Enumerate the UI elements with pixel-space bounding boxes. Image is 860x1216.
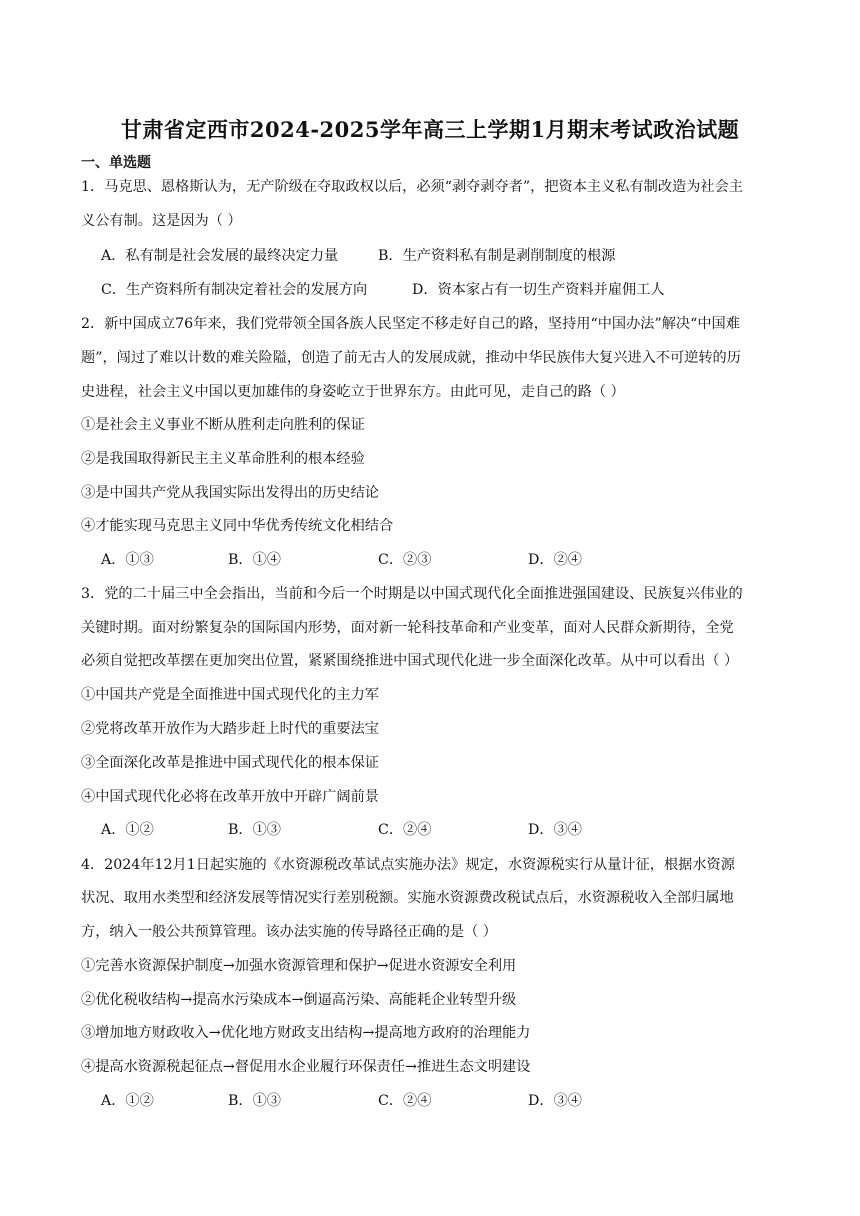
q2-statement-2: ②是我国取得新民主主义革命胜利的根本经验 (81, 451, 365, 467)
q4-statement-3: ③增加地方财政收入→优化地方财政支出结构→提高地方政府的治理能力 (81, 1025, 531, 1041)
q4-stem-line-3: 方，纳入一般公共预算管理。该办法实施的传导路径正确的是（ ） (81, 924, 497, 940)
q2-statement-3: ③是中国共产党从我国实际出发得出的历史结论 (81, 485, 379, 501)
q3-statement-4: ④中国式现代化必将在改革开放中开辟广阔前景 (81, 789, 379, 805)
q2-stem-line-3: 史进程，社会主义中国以更加雄伟的身姿屹立于世界东方。由此可见，走自己的路（ ） (81, 384, 625, 400)
q3-statement-1: ①中国共产党是全面推进中国式现代化的主力军 (81, 687, 379, 703)
q2-option-d: D．②④ (528, 552, 582, 568)
q4-stem-line-2: 状况、取用水类型和经济发展等情况实行差别税额。实施水资源费改税试点后，水资源税收入全部归属地 (81, 890, 734, 906)
q1-stem-line-2: 义公有制。这是因为（ ） (81, 213, 242, 229)
q4-statement-2: ②优化税收结构→提高水污染成本→倒逼高污染、高能耗企业转型升级 (81, 992, 517, 1008)
q2-option-a: A．①③ (101, 552, 154, 568)
q3-option-b: B．①③ (228, 822, 281, 838)
q3-option-c: C．②④ (378, 822, 432, 838)
q2-stem-line-1: 2．新中国成立76年来，我们党带领全国各族人民坚定不移走好自己的路，坚持用“中国办法”解决“中国难 (81, 316, 740, 332)
q1-option-d: D．资本家占有一切生产资料并雇佣工人 (412, 282, 665, 298)
q4-option-b: B．①③ (228, 1093, 281, 1109)
q4-statement-1: ①完善水资源保护制度→加强水资源管理和保护→促进水资源安全利用 (81, 958, 517, 974)
q1-option-a: A．私有制是社会发展的最终决定力量 (101, 248, 339, 264)
q3-option-d: D．③④ (528, 822, 582, 838)
q4-statement-4: ④提高水资源税起征点→督促用水企业履行环保责任→推进生态文明建设 (81, 1059, 531, 1075)
q2-option-c: C．②③ (378, 552, 432, 568)
q4-stem-line-1: 4．2024年12月1日起实施的《水资源税改革试点实施办法》规定，水资源税实行从量计征，根据水资源 (81, 857, 735, 873)
q3-stem-line-1: 3．党的二十届三中全会指出，当前和今后一个时期是以中国式现代化全面推进强国建设、民族复兴伟业的 (81, 586, 743, 602)
q4-option-c: C．②④ (378, 1093, 432, 1109)
q3-statement-2: ②党将改革开放作为大踏步赶上时代的重要法宝 (81, 721, 379, 737)
q1-option-b: B．生产资料私有制是剥削制度的根源 (378, 248, 616, 264)
q1-stem-line-1: 1．马克思、恩格斯认为，无产阶级在夺取政权以后，必须“剥夺剥夺者”，把资本主义私有制改造为社会主 (81, 179, 743, 195)
q3-option-a: A．①② (101, 822, 154, 838)
q2-option-b: B．①④ (228, 552, 281, 568)
page-title: 甘肃省定西市2024-2025学年高三上学期1月期末考试政治试题 (120, 117, 740, 142)
q3-stem-line-2: 关键时期。面对纷繁复杂的国际国内形势，面对新一轮科技革命和产业变革，面对人民群众新期待，全党 (81, 620, 734, 636)
q2-statement-4: ④才能实现马克思主义同中华优秀传统文化相结合 (81, 518, 394, 534)
q3-statement-3: ③全面深化改革是推进中国式现代化的根本保证 (81, 755, 379, 771)
section-heading: 一、单选题 (81, 155, 151, 171)
q3-stem-line-3: 必须自觉把改革摆在更加突出位置，紧紧围绕推进中国式现代化进一步全面深化改革。从中可以看出（ ） (81, 653, 739, 669)
q4-option-a: A．①② (101, 1093, 154, 1109)
q4-option-d: D．③④ (528, 1093, 582, 1109)
q2-stem-line-2: 题”，闯过了难以计数的难关险隘，创造了前无古人的发展成就，推动中华民族伟大复兴进入不可逆转的历 (81, 350, 741, 366)
q1-option-c: C．生产资料所有制决定着社会的发展方向 (101, 282, 368, 298)
q2-statement-1: ①是社会主义事业不断从胜利走向胜利的保证 (81, 417, 365, 433)
